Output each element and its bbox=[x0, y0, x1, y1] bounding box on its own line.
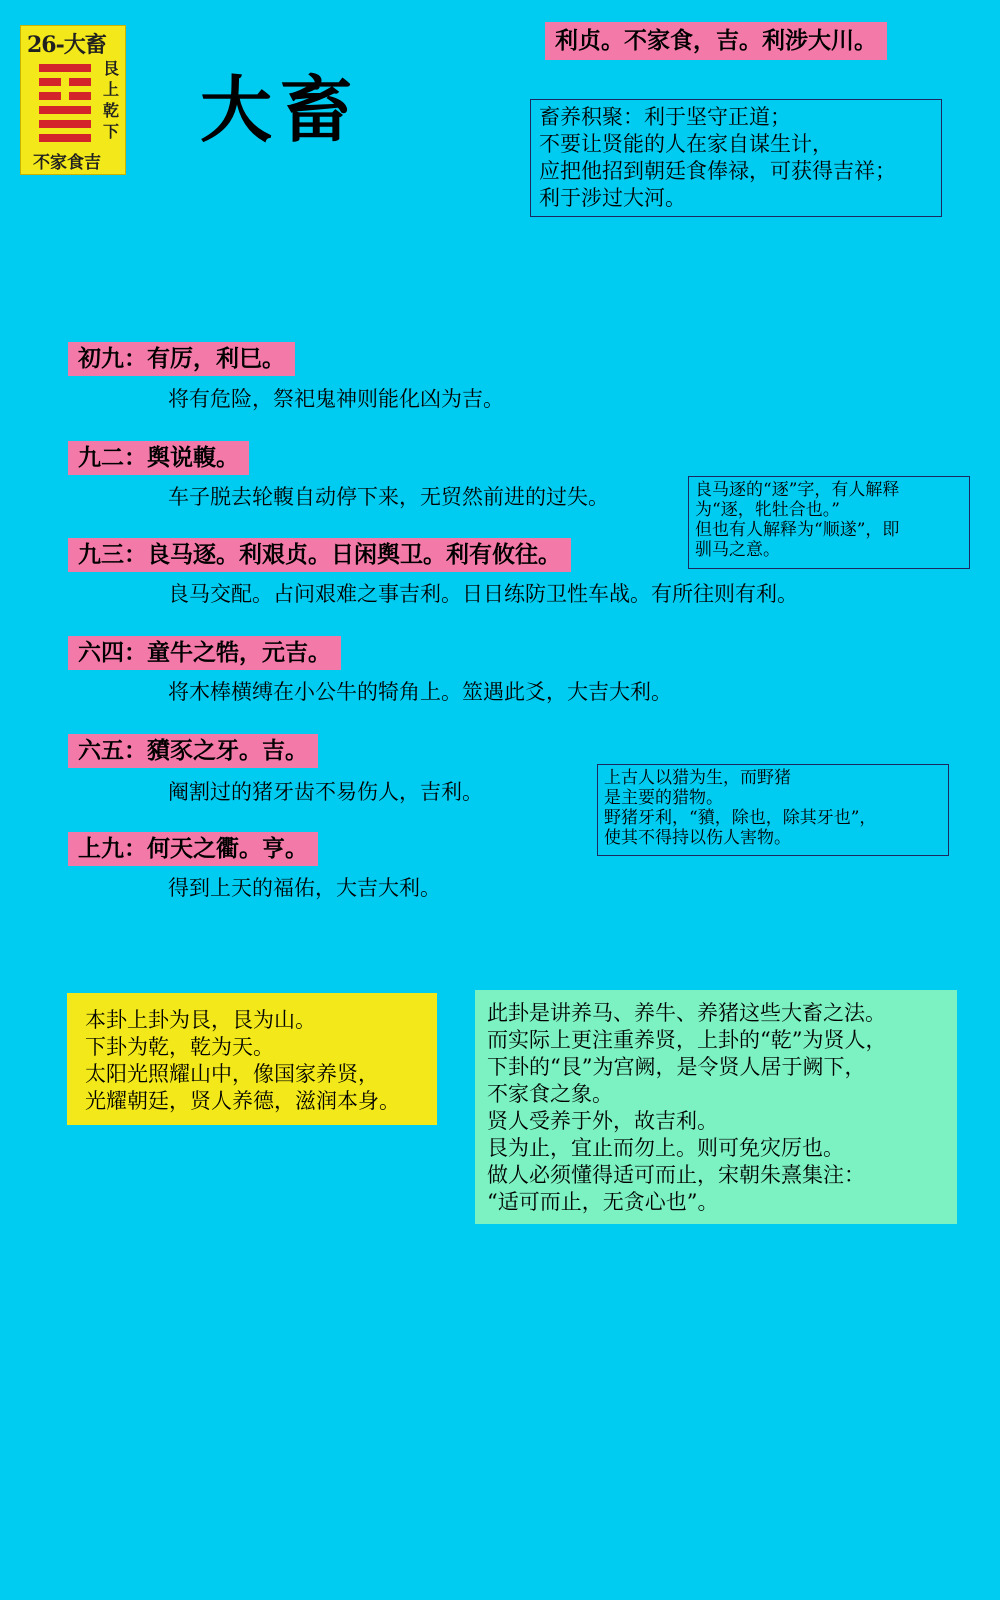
judgment-explanation-line: 利于涉过大河。 bbox=[539, 186, 686, 210]
line-3-label: 九三：良马逐。利艰贞。日闲舆卫。利有攸往。 bbox=[68, 538, 571, 572]
summary-line: 太阳光照耀山中，像国家养贤， bbox=[85, 1062, 379, 1086]
summary-line: 贤人受养于外，故吉利。 bbox=[487, 1109, 718, 1133]
note-line: 是主要的猎物。 bbox=[604, 788, 723, 808]
summary-line: 艮为止，宜止而勿上。则可免灾厉也。 bbox=[487, 1136, 844, 1160]
line-4-label: 六四：童牛之牿，元吉。 bbox=[68, 636, 341, 670]
hexagram-card bbox=[20, 25, 126, 175]
judgment-explanation-line: 不要让贤能的人在家自谋生计， bbox=[539, 132, 833, 156]
summary-line: 此卦是讲养马、养牛、养猪这些大畜之法。 bbox=[487, 1001, 886, 1025]
summary-line: 下卦的“艮”为宫阙，是令贤人居于阙下， bbox=[487, 1055, 866, 1079]
line-2-label: 九二：舆说輹。 bbox=[68, 441, 249, 475]
summary-line: 光耀朝廷，贤人养德，滋润本身。 bbox=[85, 1089, 400, 1113]
line-6-label: 上九：何天之衢。亨。 bbox=[68, 832, 318, 866]
judgment-explanation bbox=[530, 99, 942, 217]
hexagram-caption: 不家食吉 bbox=[33, 153, 101, 173]
judgment-explanation-line: 畜养积聚：利于坚守正道； bbox=[539, 105, 791, 129]
hexagram-line-6 bbox=[39, 64, 91, 72]
line-3-explanation: 良马交配。占问艰难之事吉利。日日练防卫性车战。有所往则有利。 bbox=[168, 582, 798, 606]
page-title: 大畜 bbox=[200, 68, 361, 152]
summary-right-panel bbox=[475, 990, 957, 1224]
hexagram-trigrams: 艮上乾下 bbox=[103, 59, 120, 141]
line-5-label: 六五：豶豕之牙。吉。 bbox=[68, 734, 318, 768]
note-line: 为“逐，牝牡合也。” bbox=[695, 500, 840, 520]
hexagram-line-4 bbox=[39, 92, 91, 100]
line-2-explanation: 车子脱去轮輹自动停下来，无贸然前进的过失。 bbox=[168, 485, 609, 509]
hexagram-line-2 bbox=[39, 120, 91, 128]
line-1-explanation: 将有危险，祭祀鬼神则能化凶为吉。 bbox=[168, 387, 504, 411]
note-line: 驯马之意。 bbox=[695, 540, 780, 560]
summary-line: 做人必须懂得适可而止，宋朝朱熹集注： bbox=[487, 1163, 865, 1187]
note-line: 野猪牙利，“豶，除也，除其牙也”， bbox=[604, 808, 877, 828]
summary-line: 下卦为乾，乾为天。 bbox=[85, 1035, 274, 1059]
hexagram-lines-icon bbox=[39, 64, 91, 148]
note-line: 良马逐的“逐”字，有人解释 bbox=[695, 480, 900, 500]
hexagram-line-5 bbox=[39, 78, 91, 86]
summary-left-panel bbox=[67, 993, 437, 1125]
line-6-explanation: 得到上天的福佑，大吉大利。 bbox=[168, 876, 441, 900]
note-pig bbox=[597, 764, 949, 856]
summary-line: 而实际上更注重养贤，上卦的“乾”为贤人， bbox=[487, 1028, 887, 1052]
line-5-explanation: 阉割过的猪牙齿不易伤人，吉利。 bbox=[168, 780, 483, 804]
note-line: 使其不得持以伤人害物。 bbox=[604, 828, 791, 848]
judgment-explanation-line: 应把他招到朝廷食俸禄，可获得吉祥； bbox=[539, 159, 896, 183]
summary-line: 本卦上卦为艮，艮为山。 bbox=[85, 1008, 316, 1032]
note-line: 但也有人解释为“顺遂”，即 bbox=[695, 520, 900, 540]
note-line: 上古人以猎为生，而野猪 bbox=[604, 768, 791, 788]
note-horse bbox=[688, 476, 970, 569]
line-1-label: 初九：有厉，利巳。 bbox=[68, 342, 295, 376]
hexagram-number: 26-大畜 bbox=[27, 32, 106, 58]
summary-line: 不家食之象。 bbox=[487, 1082, 613, 1106]
line-4-explanation: 将木棒横缚在小公牛的犄角上。筮遇此爻，大吉大利。 bbox=[168, 680, 672, 704]
judgment-text: 利贞。不家食，吉。利涉大川。 bbox=[545, 22, 887, 60]
hexagram-line-3 bbox=[39, 106, 91, 114]
summary-line: “适可而止，无贪心也”。 bbox=[487, 1190, 719, 1214]
hexagram-line-1 bbox=[39, 134, 91, 142]
